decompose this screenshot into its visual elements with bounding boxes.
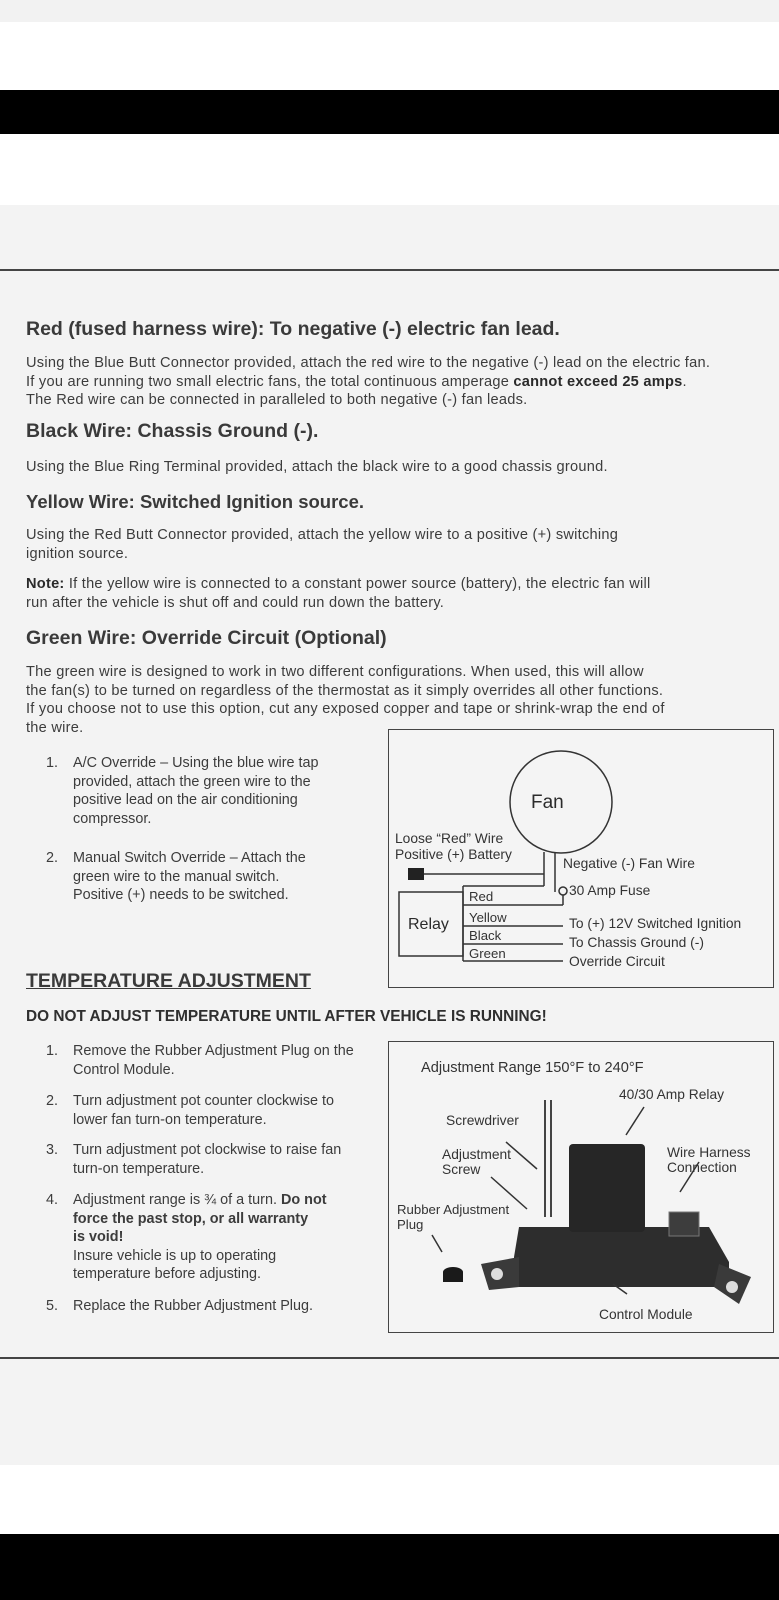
list-item: 2. Manual Switch Override – Attach the green wire to the manual switch. Positive (+) needs to be switched. <box>46 850 306 903</box>
relay-label: 40/30 Amp Relay <box>619 1087 725 1102</box>
control-module-illustration <box>389 1042 773 1332</box>
yellow-note: Note: If the yellow wire is connected to a constant power source (battery), the electric fan will run after the vehicle is shut off and could run down the battery. <box>26 576 651 611</box>
relay-label: Relay <box>408 916 449 933</box>
ground-label: To Chassis Ground (-) <box>569 935 704 950</box>
yellow-wire-text: Using the Red Butt Connector provided, attach the yellow wire to a positive (+) switching ignition source. <box>26 527 619 562</box>
bottom-divider <box>0 1357 779 1359</box>
battery-label: Positive (+) Battery <box>395 847 512 862</box>
red-wire-heading: Red (fused harness wire): To negative (-) electric fan lead. <box>26 318 560 340</box>
control-module-label: Control Module <box>599 1307 693 1322</box>
list-item: 1. Remove the Rubber Adjustment Plug on the Control Module. <box>46 1043 354 1078</box>
wire-yellow-label: Yellow <box>469 910 507 925</box>
red-line-3: The Red wire can be connected in paralleled to both negative (-) fan leads. <box>26 392 528 408</box>
green-wire-text: The green wire is designed to work in two different configurations. When used, this will allow the fan(s) to be turned on regardless of the thermostat as it simply overrides all other functions. If you choose not to use this option, cut any exposed copper and tape or shrink-wrap the end of the wire. <box>26 664 665 736</box>
loose-red-label: Loose “Red” Wire <box>395 831 504 846</box>
adjustment-range-label: Adjustment Range 150°F to 240°F <box>421 1060 644 1076</box>
wire-harness-label: Wire Harness Connection <box>667 1145 751 1175</box>
negative-fan-label: Negative (-) Fan Wire <box>563 856 695 871</box>
black-wire-text: Using the Blue Ring Terminal provided, attach the black wire to a good chassis ground. <box>26 459 608 475</box>
black-wire-heading: Black Wire: Chassis Ground (-). <box>26 420 319 442</box>
temperature-heading: TEMPERATURE ADJUSTMENT <box>26 970 311 992</box>
top-status-strip <box>0 0 779 22</box>
note-label: Note: <box>26 576 65 592</box>
wire-black-label: Black <box>469 928 502 943</box>
list-item: 5. Replace the Rubber Adjustment Plug. <box>46 1298 313 1314</box>
list-item: 3. Turn adjustment pot clockwise to raise fan turn-on temperature. <box>46 1142 342 1177</box>
list-item: 4. Adjustment range is ¾ of a turn. Do not force the past stop, or all warranty is void! Insure vehicle is up to operating temperature before adjusting. <box>46 1191 376 1284</box>
red-line-1: Using the Blue Butt Connector provided, attach the red wire to the negative (-) lead on the electric fan. <box>26 355 711 371</box>
green-wire-heading: Green Wire: Override Circuit (Optional) <box>26 627 387 649</box>
wire-green-label: Green <box>469 946 506 961</box>
warranty-warning: force the past stop, or all warranty <box>73 1210 309 1227</box>
override-label: Override Circuit <box>569 954 665 969</box>
red-wire-text <box>26 354 779 410</box>
top-divider <box>0 269 779 271</box>
rubber-plug-label: Rubber Adjustment Plug <box>397 1202 510 1232</box>
red-line-2: If you are running two small electric fans, the total continuous amperage cannot exceed 25 amps. <box>26 373 687 390</box>
yellow-wire-heading: Yellow Wire: Switched Ignition source. <box>26 491 365 512</box>
bottom-black-bar <box>0 1534 779 1600</box>
fan-label: Fan <box>531 792 564 813</box>
screwdriver-label: Screwdriver <box>446 1113 519 1128</box>
adjustment-screw-label: Adjustment Screw <box>442 1147 512 1177</box>
top-black-bar <box>0 90 779 134</box>
temperature-warning: DO NOT ADJUST TEMPERATURE UNTIL AFTER VEHICLE IS RUNNING! <box>26 1008 547 1025</box>
amp-limit: cannot exceed 25 amps <box>513 373 683 390</box>
list-item: 1. A/C Override – Using the blue wire tap provided, attach the green wire to the positive lead on the air conditioning compressor. <box>46 755 319 827</box>
fuse-label: 30 Amp Fuse <box>569 883 651 898</box>
ignition-label: To (+) 12V Switched Ignition <box>569 916 742 931</box>
control-module-diagram <box>388 1041 774 1333</box>
wiring-diagram <box>388 729 774 988</box>
list-item: 2. Turn adjustment pot counter clockwise to lower fan turn-on temperature. <box>46 1093 335 1128</box>
wire-red-label: Red <box>469 889 494 904</box>
